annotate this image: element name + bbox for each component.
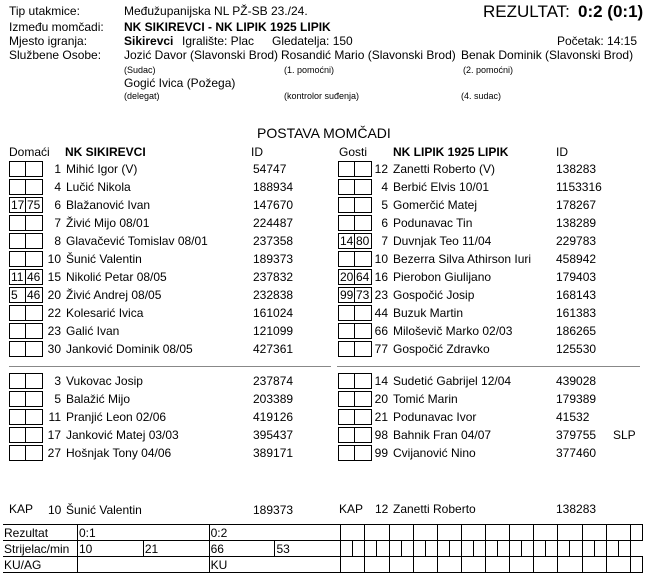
pocetak: Početak: 14:15 — [557, 34, 638, 48]
player-number: 8 — [54, 234, 61, 248]
player-number: 15 — [47, 270, 61, 284]
away-kap-label: KAP — [339, 502, 364, 516]
player-number: 14 — [374, 374, 388, 388]
sub-minute-box: 14 — [340, 234, 354, 248]
role-kontrolor: (kontrolor suđenja) — [284, 91, 360, 101]
player-number: 23 — [47, 324, 61, 338]
player-number: 10 — [47, 252, 61, 266]
strijelac-cell-1: 10 — [78, 541, 144, 557]
sub-minute-box — [9, 179, 26, 195]
sub-minute-box — [9, 215, 26, 231]
official-pomocni-1: Rosandić Mario (Slavonski Brod) — [281, 48, 456, 62]
player-number: 7 — [381, 234, 388, 248]
player-id: 54747 — [253, 162, 287, 176]
player-id: 161383 — [556, 306, 597, 320]
role-cetvrti: (4. sudac) — [461, 91, 502, 101]
player-id: 41532 — [556, 410, 590, 424]
player-name: Pierobon Giulijano — [393, 270, 492, 284]
player-number: 12 — [374, 162, 388, 176]
sub-minute-box: 73 — [355, 287, 372, 303]
player-name: Vukovac Josip — [66, 374, 143, 388]
player-id: 188934 — [253, 180, 294, 194]
sub-minute-box — [9, 251, 26, 267]
home-kap-id: 189373 — [253, 503, 294, 517]
role-delegat: (delegat) — [124, 91, 160, 101]
player-name: Cvijanović Nino — [393, 446, 476, 460]
role-pomocni-1: (1. pomoćni) — [284, 65, 335, 75]
sub-minute-box: 75 — [26, 197, 43, 213]
player-id: 395437 — [253, 428, 294, 442]
official-delegat: Gogić Ivica (Požega) — [124, 76, 236, 90]
player-id: 138283 — [556, 162, 597, 176]
sub-minute-box — [338, 305, 355, 321]
away-side-label: Gosti — [339, 145, 368, 159]
player-number: 30 — [47, 342, 61, 356]
away-kap-num: 12 — [375, 502, 389, 516]
player-name: Glavačević Tomislav 08/01 — [66, 234, 208, 248]
home-divider — [9, 366, 331, 367]
player-id: 168143 — [556, 288, 597, 302]
player-name: Šunić Valentin — [66, 252, 142, 266]
player-name: Balažić Mijo — [66, 392, 131, 406]
home-kap-num: 10 — [48, 503, 62, 517]
strijelac-row-label: Strijelac/min — [3, 541, 78, 557]
mjesto-label: Mjesto igranja: — [9, 34, 88, 48]
strijelac-cell-3: 66 — [209, 541, 275, 557]
away-team-name: NK LIPIK 1925 LIPIK — [393, 145, 509, 159]
official-sudac: Jozić Davor (Slavonski Brod) — [124, 48, 279, 62]
official-pomocni-2: Benak Dominik (Slavonski Brod) — [461, 48, 634, 62]
role-sudac: (Sudac) — [124, 65, 156, 75]
player-id: 419126 — [253, 410, 294, 424]
player-id: 237832 — [253, 270, 294, 284]
player-number: 6 — [54, 198, 61, 212]
sub-minute-box — [9, 427, 26, 443]
sub-minute-box — [338, 427, 355, 443]
teams-value: NK SIKIREVCI - NK LIPIK 1925 LIPIK — [124, 20, 331, 34]
sub-minute-box — [338, 197, 355, 213]
player-id: 1153316 — [556, 180, 602, 194]
home-id-header: ID — [251, 145, 263, 159]
tip-value: Međužupanijska NL PŽ-SB 23./24. — [124, 4, 308, 18]
player-id: 458942 — [556, 252, 597, 266]
sub-minute-box — [338, 341, 355, 357]
sub-minute-box: 99 — [340, 288, 354, 302]
sub-minute-box — [338, 179, 355, 195]
player-number: 10 — [374, 252, 388, 266]
sub-minute-box: 11 — [9, 269, 26, 285]
player-id: 229783 — [556, 234, 597, 248]
rezultat-value: 0:2 (0:1) — [578, 2, 644, 21]
sub-minute-box — [9, 409, 26, 425]
player-number: 98 — [374, 428, 388, 442]
away-id-header: ID — [556, 145, 568, 159]
player-id: 427361 — [253, 342, 294, 356]
player-number: 77 — [374, 342, 388, 356]
izmedu-label: Između momčadi: — [9, 20, 104, 34]
player-number: 44 — [374, 306, 388, 320]
player-number: 4 — [381, 180, 388, 194]
player-name: Buzuk Martin — [393, 306, 464, 320]
sub-minute-box — [9, 305, 26, 321]
player-name: Janković Dominik 08/05 — [66, 342, 193, 356]
player-id: 189373 — [253, 252, 294, 266]
sub-minute-box — [9, 341, 26, 357]
home-kap-label: KAP — [9, 502, 34, 516]
player-number: 22 — [47, 306, 61, 320]
home-side-label: Domaći — [9, 145, 50, 159]
player-name: Sudetić Gabrijel 12/04 — [393, 374, 512, 388]
sub-minute-box — [338, 215, 355, 231]
mjesto-value: Sikirevci — [124, 34, 174, 48]
player-number: 23 — [374, 288, 388, 302]
sub-minute-box: 5 — [9, 287, 26, 303]
player-id: 161024 — [253, 306, 294, 320]
player-number: 66 — [374, 324, 388, 338]
player-name: Podunavac Ivor — [393, 410, 477, 424]
strijelac-cell-4: 53 — [275, 541, 341, 557]
player-number: 16 — [374, 270, 388, 284]
player-id: 237358 — [253, 234, 294, 248]
player-name: Podunavac Tin — [393, 216, 473, 230]
player-number: 1 — [54, 162, 61, 176]
player-number: 20 — [374, 392, 388, 406]
sub-minute-box — [9, 161, 26, 177]
player-name: Kolesarić Ivica — [66, 306, 144, 320]
sub-minute-box: 80 — [355, 233, 372, 249]
home-kap-name: Šunić Valentin — [66, 503, 142, 517]
player-id: 232838 — [253, 288, 294, 302]
sub-minute-box: 46 — [26, 287, 43, 303]
player-id: 237874 — [253, 374, 294, 388]
player-name: Hošnjak Tony 04/06 — [66, 446, 172, 460]
player-name: Janković Matej 03/03 — [66, 428, 179, 442]
player-name: Živić Mijo 08/01 — [66, 216, 150, 230]
player-number: 99 — [374, 446, 388, 460]
player-id: 377460 — [556, 446, 597, 460]
sub-minute-box — [338, 161, 355, 177]
sub-minute-box — [9, 323, 26, 339]
kuag-cell-2: KU — [209, 557, 341, 573]
player-number: 4 — [54, 180, 61, 194]
sub-minute-box — [9, 391, 26, 407]
player-name: Gospočić Josip — [393, 288, 475, 302]
gledatelja: Gledatelja: 150 — [272, 34, 353, 48]
rezultat-cell-1: 0:1 — [78, 525, 210, 541]
player-name: Blažanović Ivan — [66, 198, 151, 212]
role-pomocni-2: (2. pomoćni) — [463, 65, 514, 75]
player-id: 224487 — [253, 216, 294, 230]
sub-minute-box — [9, 445, 26, 461]
player-extra: SLP — [613, 428, 636, 442]
player-number: 7 — [54, 216, 61, 230]
rezultat-cell-2: 0:2 — [209, 525, 341, 541]
player-name: Miloševič Marko 02/03 — [393, 324, 513, 338]
player-number: 3 — [54, 374, 61, 388]
sub-minute-box: 46 — [26, 269, 43, 285]
player-id: 179403 — [556, 270, 597, 284]
player-id: 379755 — [556, 428, 597, 442]
strijelac-cell-2: 21 — [143, 541, 209, 557]
player-id: 389171 — [253, 446, 294, 460]
player-number: 11 — [48, 410, 61, 424]
sub-minute-box: 20 — [340, 270, 354, 284]
tip-label: Tip utakmice: — [9, 4, 80, 18]
player-number: 5 — [54, 392, 61, 406]
home-team-name: NK SIKIREVCI — [65, 145, 146, 159]
sub-minute-box — [338, 373, 355, 389]
player-id: 179389 — [556, 392, 597, 406]
player-name: Tomić Marin — [393, 392, 458, 406]
summary-table — [3, 524, 643, 573]
sub-minute-box: 17 — [11, 198, 25, 212]
sub-minute-box — [338, 251, 355, 267]
sub-minute-box — [338, 323, 355, 339]
player-number: 6 — [381, 216, 388, 230]
player-id: 203389 — [253, 392, 294, 406]
player-number: 5 — [381, 198, 388, 212]
kuag-row-label: KU/AG — [3, 557, 78, 573]
section-title: POSTAVA MOMČADI — [257, 125, 391, 141]
player-name: Bahnik Fran 04/07 — [393, 428, 492, 442]
player-number: 17 — [47, 428, 61, 442]
away-kap-name: Zanetti Roberto — [393, 502, 476, 516]
away-kap-id: 138283 — [556, 502, 597, 516]
player-id: 147670 — [253, 198, 294, 212]
player-id: 439028 — [556, 374, 597, 388]
player-id: 125530 — [556, 342, 597, 356]
player-name: Mihić Igor (V) — [66, 162, 138, 176]
rezultat-label: REZULTAT: — [483, 2, 570, 21]
player-name: Zanetti Roberto (V) — [393, 162, 496, 176]
away-divider — [337, 366, 640, 367]
player-name: Pranjić Leon 02/06 — [66, 410, 167, 424]
player-number: 27 — [47, 446, 61, 460]
player-id: 178267 — [556, 198, 597, 212]
player-name: Gomerčić Matej — [393, 198, 478, 212]
player-name: Lučić Nikola — [66, 180, 131, 194]
player-name: Bezerra Silva Athirson Iuri — [393, 252, 532, 266]
player-id: 138289 — [556, 216, 597, 230]
sub-minute-box — [9, 233, 26, 249]
rezultat-row-label: Rezultat — [3, 525, 78, 541]
player-name: Gospočić Zdravko — [393, 342, 490, 356]
kuag-cell-1 — [78, 557, 210, 573]
player-name: Berbić Elvis 10/01 — [393, 180, 490, 194]
igraliste: Igralište: Plac — [182, 34, 255, 48]
sub-minute-box — [9, 373, 26, 389]
player-name: Nikolić Petar 08/05 — [66, 270, 167, 284]
player-name: Duvnjak Teo 11/04 — [393, 234, 492, 248]
sub-minute-box — [338, 391, 355, 407]
player-id: 121099 — [253, 324, 294, 338]
player-number: 21 — [374, 410, 388, 424]
sub-minute-box: 64 — [355, 269, 372, 285]
player-name: Galić Ivan — [66, 324, 120, 338]
sluzbene-label: Službene Osobe: — [9, 48, 102, 62]
sub-minute-box — [338, 445, 355, 461]
player-id: 186265 — [556, 324, 597, 338]
player-name: Živić Andrej 08/05 — [66, 288, 162, 302]
sub-minute-box — [338, 409, 355, 425]
player-number: 20 — [47, 288, 61, 302]
